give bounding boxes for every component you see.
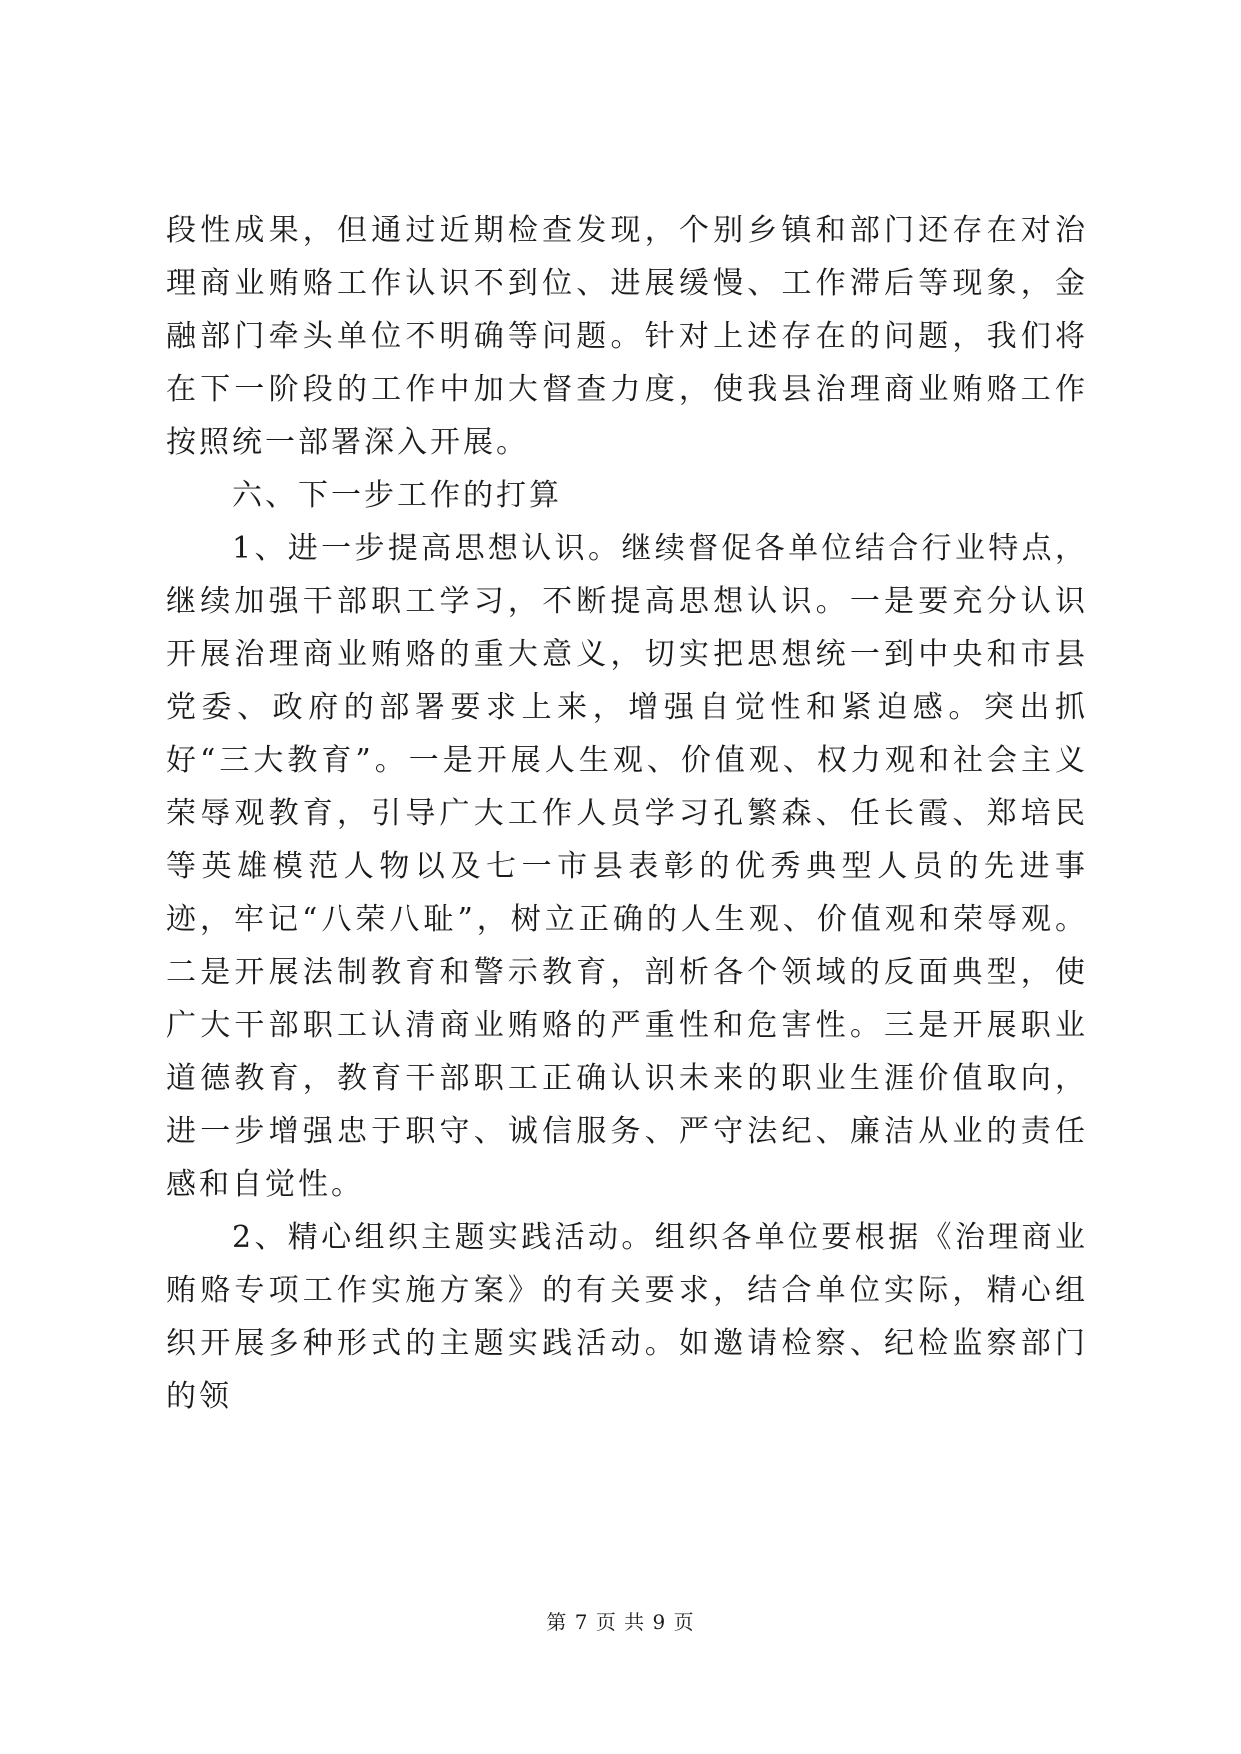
- paragraph-item-2: 2、精心组织主题实践活动。组织各单位要根据《治理商业贿赂专项工作实施方案》的有关要求，结合单位实际，精心组织开展多种形式的主题实践活动。如邀请检察、纪检监察部门的领: [166, 1220, 1088, 1414]
- document-body: [166, 204, 1088, 1423]
- page-number-footer: 第 7 页 共 9 页: [546, 1610, 695, 1634]
- paragraph-continuation: 段性成果，但通过近期检查发现，个别乡镇和部门还存在对治理商业贿赂工作认识不到位、进展缓慢、工作滞后等现象，金融部门牵头单位不明确等问题。针对上述存在的问题，我们将在下一阶段的工作中加大督查力度，使我县治理商业贿赂工作按照统一部署深入开展。: [166, 213, 1088, 460]
- paragraph-item-1: 1、进一步提高思想认识。继续督促各单位结合行业特点，继续加强干部职工学习，不断提高思想认识。一是要充分认识开展治理商业贿赂的重大意义，切实把思想统一到中央和市县党委、政府的部署要求上来，增强自觉性和紧迫感。突出抓好“三大教育”。一是开展人生观、价值观、权力观和社会主义荣辱观教育，引导广大工作人员学习孔繁森、任长霞、郑培民等英雄模范人物以及七一市县表彰的优秀典型人员的先进事迹，牢记“八荣八耻”，树立正确的人生观、价值观和荣辱观。二是开展法制教育和警示教育，剖析各个领域的反面典型，使广大干部职工认清商业贿赂的严重性和危害性。三是开展职业道德教育，教育干部职工正确认识未来的职业生涯价值取向，进一步增强忠于职守、诚信服务、严守法纪、廉洁从业的责任感和自觉性。: [166, 531, 1088, 1202]
- section-heading: 六、下一步工作的打算: [232, 478, 562, 513]
